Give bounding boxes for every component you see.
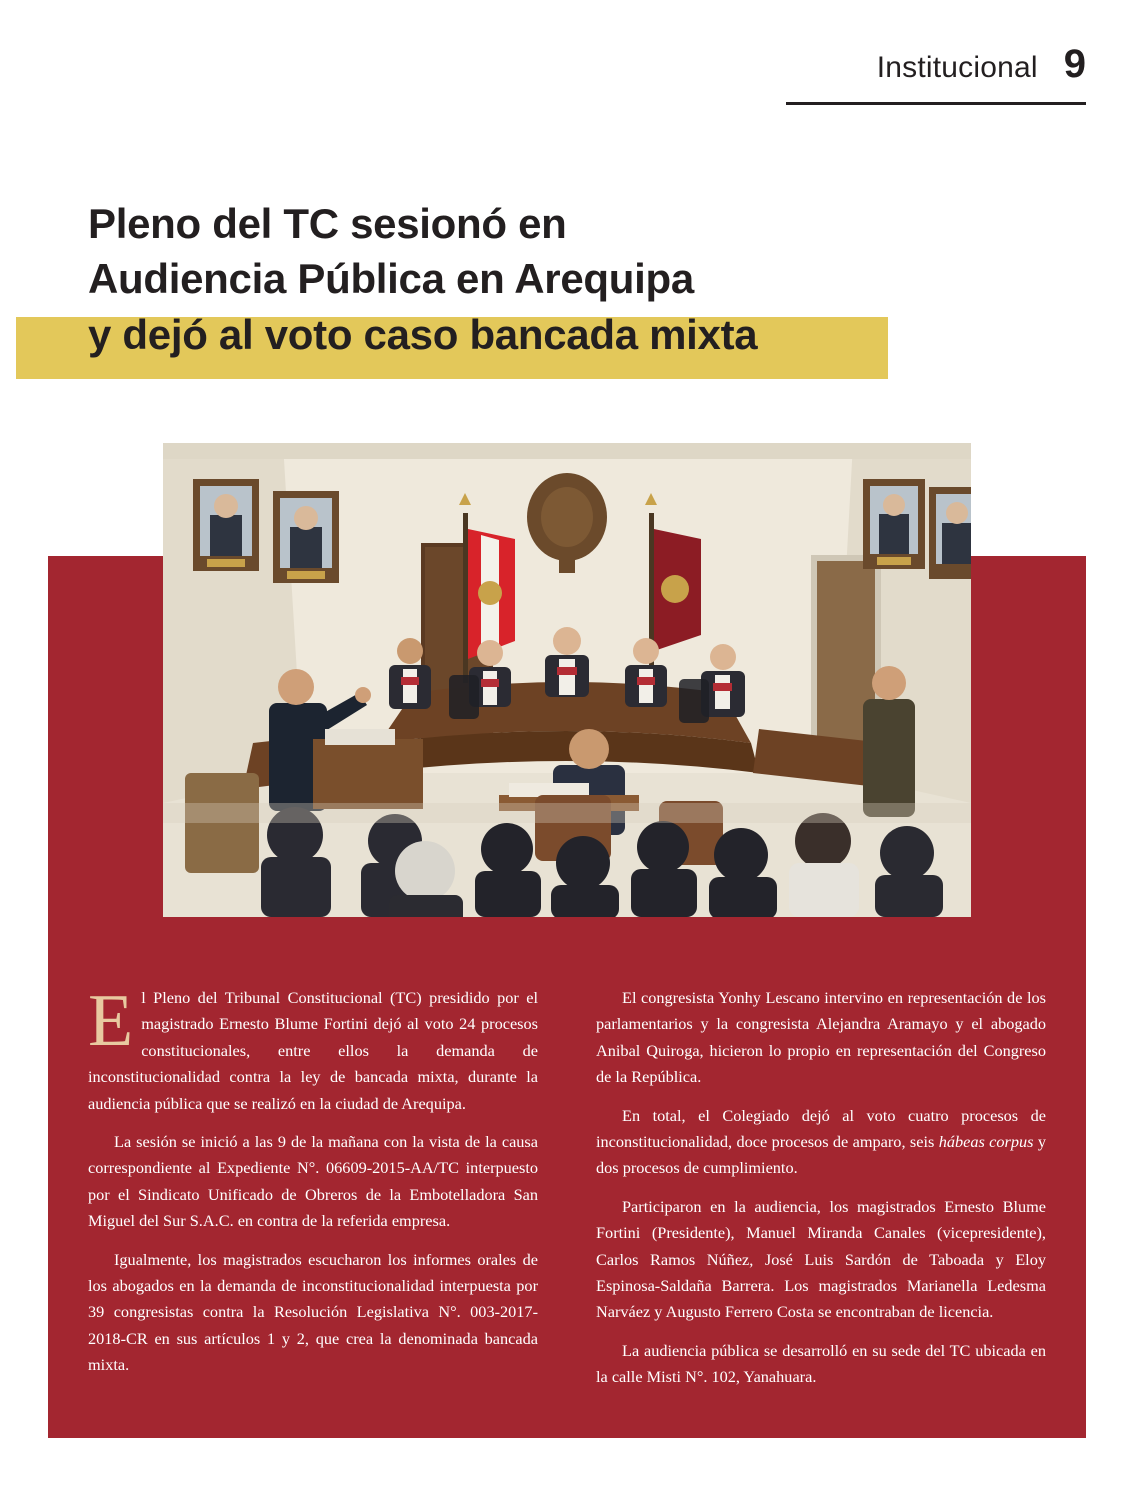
page-number: 9 (1063, 42, 1086, 86)
body-column-right (596, 985, 1046, 1402)
drop-cap: E (88, 980, 134, 1062)
article-photo (163, 443, 971, 917)
paragraph-right-1: El congresista Yonhy Lescano intervino en representación de los parlamentarios y la congresista Alejandra Aramayo y el abogado Anibal Quiroga, hicieron lo propio en representación del Congreso de la República. (596, 988, 1046, 1087)
paragraph-left-1-text: l Pleno del Tribunal Constitucional (TC) presidido por el magistrado Ernesto Blume Fortini dejó al voto 24 procesos constitucionales, entre ellos la demanda de inconstitucionalidad contra la ley de bancada mixta, durante la audiencia pública que se realizó en la ciudad de Arequipa. (88, 988, 538, 1113)
article-headline (88, 196, 988, 362)
article-body (88, 980, 1047, 1402)
header-divider (786, 102, 1086, 105)
paragraph-left-1 (88, 980, 538, 1117)
paragraph-right-2: En total, el Colegiado dejó al voto cuatro procesos de inconstitucionalidad, doce procesos de amparo, seis hábeas corpus y dos procesos de cumplimiento. (596, 1105, 1047, 1178)
headline-line-3: y dejó al voto caso bancada mixta (88, 310, 758, 358)
paragraph-left-3: Igualmente, los magistrados escucharon los informes orales de los abogados en la demanda de inconstitucionalidad interpuesta por 39 congresistas contra la Resolución Legislativa N°. 003-2017-2018-CR en sus artículos 1 y 2, que crea la denominada bancada mixta. (88, 1249, 538, 1375)
paragraph-left-2: La sesión se inició a las 9 de la mañana con la vista de la causa correspondiente al Expediente N°. 06609-2015-AA/TC interpuesto por el Sindicato Unificado de Obreros de la Embotelladora San Miguel del Sur S.A.C. en contra de la referida empresa. (88, 1131, 538, 1231)
page-header (877, 44, 1086, 85)
paragraph-right-3: Participaron en la audiencia, los magistrados Ernesto Blume Fortini (Presidente), Manuel Miranda Canales (vicepresidente), Carlos Ramos Núñez, José Luis Sardón de Taboada y Eloy Espinosa-Saldaña Barrera. Los magistrados Marianella Ledesma Narváez y Augusto Ferrero Costa se encontraban de licencia. (596, 1196, 1046, 1322)
courtroom-photo-illustration (163, 443, 971, 917)
headline-line-2: Audiencia Pública en Arequipa (88, 251, 988, 306)
body-column-left (88, 980, 538, 1402)
section-title: Institucional (876, 51, 1038, 84)
paragraph-right-4: La audiencia pública se desarrolló en su sede del TC ubicada en la calle Misti N°. 102, Yanahuara. (596, 1340, 1046, 1387)
headline-line-1: Pleno del TC sesionó en (88, 200, 567, 247)
